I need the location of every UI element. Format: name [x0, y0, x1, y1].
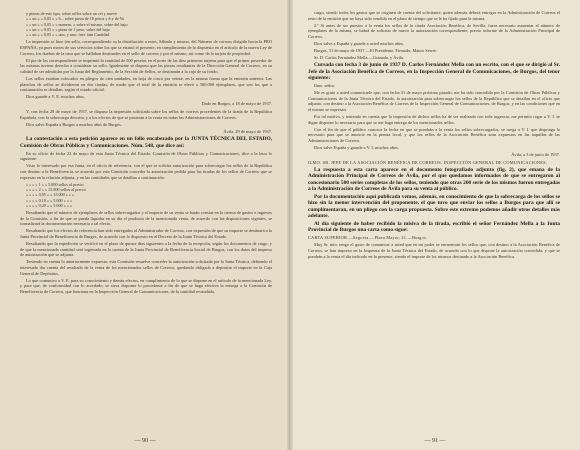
paragraph: Dios salve España y guarde a V. I. muchos años. [314, 144, 399, 150]
paragraph: 2.º Si antes de ser puestos a la venta los sellos de la citada Asociación Benéfica, de Sevilla, fuera necesario aumentar el número de ejemplares de la misma, se habrá de solicitar de nuevo la autorización correspondiente, previo informe de la Administración Principal de Correos. [308, 22, 560, 39]
list-row: » » » » 0,10 » » 5.000 » » » [26, 197, 73, 203]
paragraph: Resultando que la expedición se verificó en el plazo de quince días siguientes a la fecha de la recepción, según los documentos de cargo, y de que la mencionada cantidad será ingresada en la cuenta de la Junta Provincial de Beneficencia Social de Burgos, con los datos del impreso de autorización que se adjunta. [20, 241, 272, 258]
left-paragraphs-after [20, 210, 272, 294]
paragraph: Dios guarde a V. E. muchos años. [26, 94, 85, 100]
paragraph: En su oficio de fecha 22 de mayo de esta Junta Técnica del Estado, Comisión de Obras Públicas y Comunicaciones, dice a la letra lo siguiente: [20, 150, 272, 162]
paragraph: El pie de los correspondiente se imprimió la cantidad de 500 pesetas en el porte de las diez primeras tarjetas para que el primer poseedor de las mismas tuviese derecho a considerar su sello. Igualmente se dispuso que las piezas resultantes de la Dirección General de Correos, en su calidad de ser admitidas por la Junta del Reglamento, de la Sección de Sellos, se destinarán a la caja de su fondo. [20, 57, 272, 74]
signature-line: Dado en Burgos, a 18 de mayo de 1937. [201, 101, 272, 107]
list-row: » » » » 1 » » 5.000 sellos al precio [26, 181, 84, 187]
paragraph: Lo que comunico a V. E. para su conocimiento y demás efectos, en cumplimiento de lo que se dispone en el artículo de la mencionada Ley, y para que, de conformidad con lo acordado, se sirva disponer lo procedente a fin de que se haga efectiva la entrega a la Comisión de Beneficencia de Correos, que funciona en la Inspección General de Comunicaciones, de la cantidad recaudada. [20, 277, 272, 294]
signature-line: Ávila, 29 de mayo de 1937. [223, 128, 272, 134]
top-rows [26, 11, 272, 37]
paragraph: La impresión se hizo (en sello, correspondiendo su la distribución a estos, Sábado y mismo, del Número de correos dirigido hacia la PRO ESPAÑA, ya pues meses de sus servicios sobre los que se estimó el presente, en cumplimiento de lo dispuesto en el articulo de la nueva Ley de Correos, los dueños de la casa que se hallaban destinados en el sello de correos y por el mismo, así como de la tarjeta de propiedad. [20, 39, 272, 56]
list-row: » » un » » 0,05 » » 6... sobre pieza de 10 pesos y ñ y de Vo [26, 16, 125, 22]
bold-paragraph: La respuesta a esta carta aparece en el documento fotografiado adjunto (fig. 2), que emana de la Administración Principal de Correos de Ávila, por el que quedamos informados de que se entregaron al concesionario 500 series completas de los sellos, teniendo que otras 200 serie de los mismos fueron entregadas a la Administración de Correos de Ávila para su venta al público. [308, 166, 560, 192]
list-row: » » un » » 0,05 » » pieza de 1 peso, sobre del bajo [26, 26, 110, 32]
bold-paragraph: Cursada con fecha 3 de junio de 1937 D. Carlos Fernández Mella con un escrito, con el que se dirigió al Sr. Jefe de la Asociación Benéfica de Correos, en la Inspección General de Comunicaciones, de Burgos, del tenor siguiente: [308, 62, 560, 82]
paragraph: CARTA SUPERIOR.—Segovia.—Plaza Mayor, 21.—Burgos. [308, 235, 428, 241]
list-row: y piezas de este tipo, sobre sellos sobre un cet y nueve [26, 11, 117, 16]
stamp-list [26, 182, 272, 208]
left-page-number: — 90 — [134, 438, 156, 444]
right-paragraphs [308, 10, 560, 259]
right-page-number: — 91 — [424, 438, 446, 444]
list-row: » » » » 0,05 » » 15.000 » » » [26, 192, 75, 198]
paragraph: Sr. D. Carlos Fernández Mella.—Granada, y Ávila. [314, 55, 405, 61]
list-row: » » » » 0,20 » » 5.000 » » » [26, 202, 73, 208]
list-row: » » un » » 0,05 » » numero, » sobre el mismo, sobre del bajo [26, 21, 128, 27]
paragraph: Visto lo interesado por esa Junta, en el oficio de referencia, con el que se solicita autorización para sobrecargar los sellos de la República con destino a la Beneficencia, se acuerda por esta Comisión conceder la autorización pedida para las tiradas de los sellos de Correos que se expresan en la relación adjunta, y en las cantidades que se detallan a continuación: [20, 163, 272, 180]
bold-paragraph: Por la documentación aquí publicada vemos, además, en conocimiento de que la sobrecarga de los sellos se hizo sin la menor intervención del proponente, el que tuvo que enviar los sellos a Burgos para que allí se cumplimentaran, en un pliego con la carga propuesta. Sobre este extremo podemos añadir otros detalles más adelante. [308, 193, 560, 220]
right-page [290, 0, 580, 450]
paragraph: Los sellos estaban colocados en pliegos de cien unidades, en hoja de cinco por veinte, en la misma forma que la emisión anterior. Las planchas de sellos se dividieron en dos tiradas, de modo que el total de la emisión se elevó a 500.000 ejemplares, que son los que a continuación se detallan, según el estado oficial. [20, 76, 272, 93]
paragraph: Burgos, 31 de mayo de 1937.—El Presidente, Firmado, Mauro Serret. [314, 48, 437, 54]
left-paragraphs [20, 39, 272, 180]
paragraph: Resultando que los efectos de referencia han sido entregados al Administrador de Correos, con expresión de que su importe se destinará a la Junta Provincial de Beneficencia de Burgos, de acuerdo con lo dispuesto en el Decreto de la Junta Técnica del Estado. [20, 228, 272, 240]
paragraph: Con el fin de que el público conozca la fecha en que se pondrán a la venta los sellos sobrecargados, se ruega a V. I. que disponga lo necesario para que se anuncie en la prensa local, y que los sellos de la Asociación Benéfica sean expuestos en las taquillas de las Administraciones de Correos. [308, 126, 560, 143]
list-row: » » un » » 0,05 » » uno, y uno, fuer. tam Cantidad [26, 32, 110, 38]
paragraph: Me es grato a usted comunicarle que, con fecha 31 de mayo próximo pasado, me ha sido concedida por la Comisión de Obras Públicas y Comunicaciones de la Junta Técnica del Estado, la autorización para sobrecargar los sellos de la República que se detallan en el oficio que adjunto, con destino a la Asociación Benéfica de Correos de la Inspección General de Comunicaciones, de Burgos, y en las condiciones que en el mismo se expresan. [308, 90, 560, 112]
book-gutter [287, 0, 293, 450]
paragraph: cargo, siendo todos los gastos que se originen de cuenta del solicitante, quien además deberá entregar en la Administración de Correos el resto de la emisión que no haya sido vendida en el plazo de tiempo que se le ha fijado para la misma. [308, 10, 560, 21]
paragraph: Dios salve a España y guarde a usted muchos años. [314, 40, 404, 46]
bold-paragraph: Al día siguiente de haber recibido la misiva de la tirada, escribió el señor Fernández Mella a la Junta Provincial de Burgos una carta como sigue: [308, 220, 560, 234]
paragraph: Por tal motivo, y teniendo en cuenta que la impresión de dichos sellos ha de ser realizada con toda urgencia, me permito rogar a V. I. se digne disponer lo necesario para que se me haga entrega de los mencionados sellos. [308, 113, 560, 125]
paragraph: Resultando que el número de ejemplares de sellos sobrecargados y el importe de su venta se harán constar en la cuenta de gastos e ingresos de la Comisión, a fin de que se pueda liquidar en su día el producto de la mencionada venta, de acuerdo con las disposiciones vigentes, se formalizará la documentación necesaria a tal efecto. [20, 210, 272, 227]
signature-line: Ávila, a 3 de junio de 1937. [511, 152, 560, 157]
paragraph: Muy Sr. mío: tengo el gusto de comunicar a usted que en mi poder se encuentran los sellos que, con destino a la Asociación Benéfica de Correos, se han impreso en la Imprenta de la Junta Técnica del Estado, de acuerdo con lo que dispone la autorización concedida, y que se pondrán a la venta el día indicado en la presente, siendo el importe de los mismos destinado a la Asociación Benéfica. [308, 242, 560, 259]
bold-paragraph: La contestación a esta petición aparece en un folio encabezado por la JUNTA TÉCNICA DEL ESTADO, Comisión de Obras Públicas y Comunicaciones. Núm. 548, que dice así: [20, 136, 272, 149]
list-row: » » » » 2 » » 15.000 sellos al precio [26, 186, 86, 192]
paragraph: ILMO. SR. JEFE DE LA ASOCIACIÓN BENÉFICA DE CORREOS. INSPECCIÓN GENERAL DE COMUNICACIONES. [308, 159, 548, 165]
paragraph: Ilmo. señor: [314, 82, 336, 88]
paragraph: Teniendo en cuenta lo anteriormente expuesto, esta Comisión resuelve conceder la autorización solicitada por la Junta Técnica, debiendo el interesado dar cuenta del resultado de la venta de los mencionados sellos de Correos, quedando obligado a depositar el importe en la Caja General de Depósitos. [20, 259, 272, 276]
paragraph: Y, con fecha 29 de mayo de 1937, se dispuso la impresión solicitada sobre los sellos de correos procedentes de la tirada de la República Española, con la sobrecarga descrita, y a los efectos de que se pusieran a la venta en todas las Administraciones de Correos. [20, 109, 272, 120]
paragraph: Dios salve España a Burgos a muchos años de Burgos. [26, 121, 122, 127]
